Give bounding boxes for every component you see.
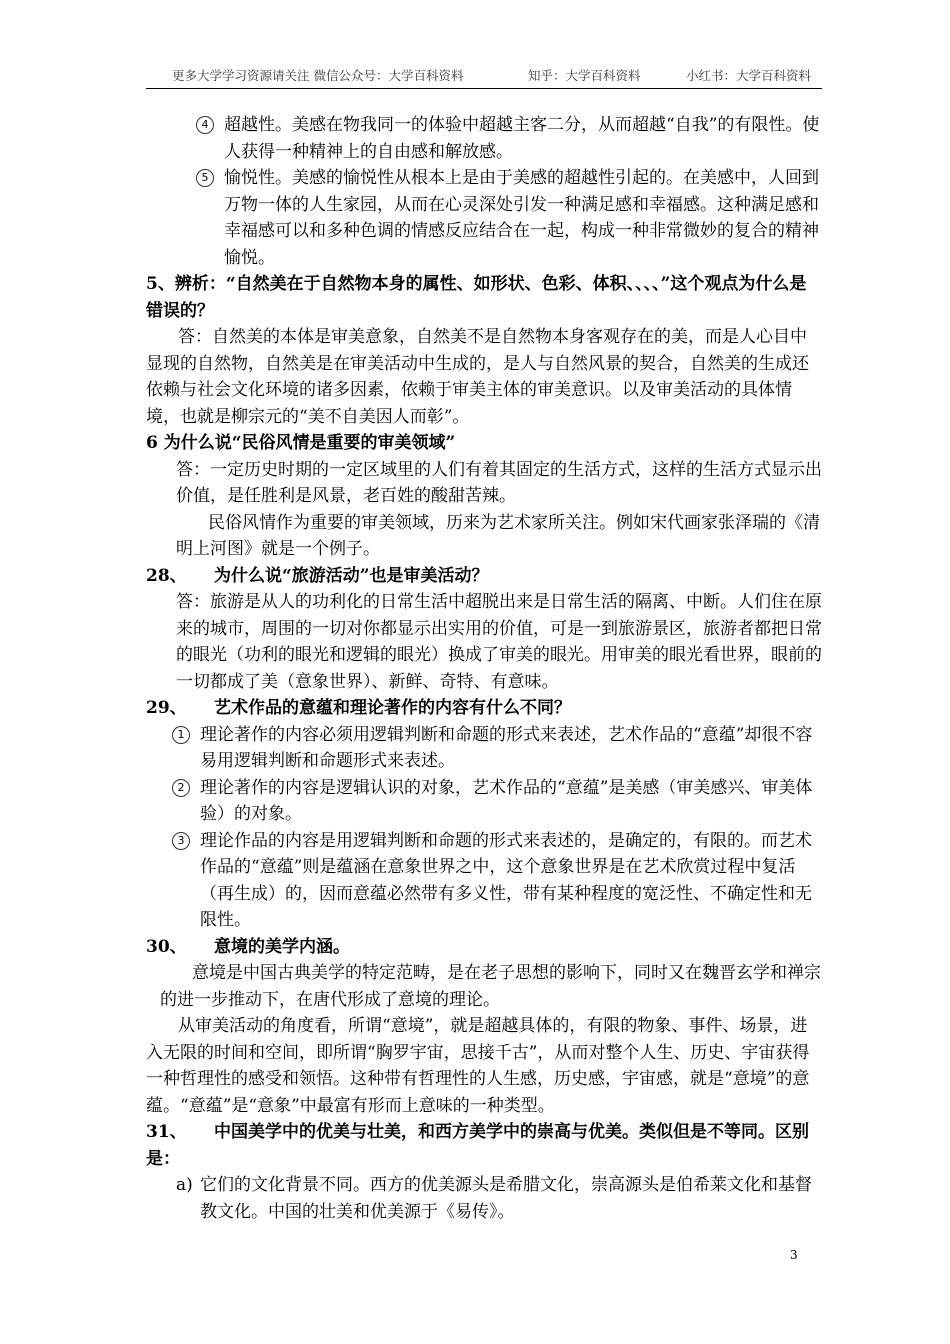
list-item-4 bbox=[146, 112, 822, 165]
list-item-1 bbox=[146, 722, 822, 775]
page-number: 3 bbox=[790, 1248, 798, 1262]
question-6-title: 6 为什么说“民俗风情是重要的审美领域” bbox=[146, 433, 456, 453]
question-6-paragraph: 民俗风情作为重要的审美领域，历来为艺术家所关注。例如宋代画家张泽瑞的《清明上河图》就是一个例子。 bbox=[176, 512, 820, 559]
page-content bbox=[146, 112, 822, 1225]
question-6-answer: 答：一定历史时期的一定区域里的人们有着其固定的生活方式，这样的生活方式显示出价值，是任胜利是风景，老百姓的酸甜苦辣。 bbox=[176, 459, 822, 506]
question-29-title bbox=[146, 695, 822, 722]
question-number: 30、 bbox=[146, 936, 187, 957]
question-30-title bbox=[146, 934, 822, 961]
question-30-paragraph-1: 意境是中国古典美学的特定范畴，是在老子思想的影响下，同时又在魏晋玄学和禅宗的进一步推动下，在唐代形成了意境的理论。 bbox=[160, 963, 821, 1010]
list-item-text: 理论著作的内容是逻辑认识的对象，艺术作品的“意蕴”是美感（审美感兴、审美体验）的对象。 bbox=[200, 777, 813, 824]
header-zhihu-text: 知乎：大学百科资料 bbox=[528, 68, 641, 83]
circled-number: 1 bbox=[172, 726, 190, 744]
question-28-answer: 答：旅游是从人的功利化的日常生活中超脱出来是日常生活的隔离、中断。人们住在原来的城市，周围的一切对你都显示出实用的价值，可是一到旅游景区，旅游者都把日常的眼光（功利的眼光和逻辑的眼光）换成了审美的眼光。用审美的眼光看世界，眼前的一切都成了美（意象世界）、新鲜、奇特、有意味。 bbox=[176, 592, 822, 692]
list-item-2 bbox=[146, 775, 822, 828]
header-wechat-text: 更多大学学习资源请关注 微信公众号：大学百科资料 bbox=[172, 68, 464, 83]
header-divider bbox=[146, 88, 822, 89]
list-item-text: 理论作品的内容是用逻辑判断和命题的形式来表述的，是确定的，有限的。而艺术作品的“意蕴”则是蕴涵在意象世界之中，这个意象世界是在艺术欣赏过程中复活（再生成）的，因而意蕴必然带有多义性，带有某种程度的宽泛性、不确定性和无限性。 bbox=[200, 830, 812, 930]
circled-number: 2 bbox=[172, 779, 190, 797]
list-item-3 bbox=[146, 828, 822, 934]
list-item-text: 理论著作的内容必须用逻辑判断和命题的形式来表述，艺术作品的“意蕴”却很不容易用逻辑判断和命题形式来表述。 bbox=[200, 724, 813, 771]
question-5-title: 5、辨析：“自然美在于自然物本身的属性、如形状、色彩、体积、、、、”这个观点为什么是错误的？ bbox=[146, 274, 807, 321]
list-item-text: 它们的文化背景不同。西方的优美源头是希腊文化，崇高源头是伯希莱文化和基督教文化。中国的壮美和优美源于《易传》。 bbox=[200, 1175, 812, 1222]
list-item-text: 愉悦性。美感的愉悦性从根本上是由于美感的超越性引起的。在美感中，人回到万物一体的人生家园，从而在心灵深处引发一种满足感和幸福感。这种满足感和幸福感可以和多种色调的情感反应结合在一起，构成一种非常微妙的复合的精神愉悦。 bbox=[224, 168, 819, 268]
page-header bbox=[146, 62, 822, 86]
question-text: 意境的美学内涵。 bbox=[214, 936, 350, 957]
question-text: 为什么说“旅游活动”也是审美活动？ bbox=[214, 565, 489, 586]
circled-number: 4 bbox=[196, 116, 214, 134]
question-31-title bbox=[146, 1119, 822, 1172]
header-xiaohongshu-text: 小红书：大学百科资料 bbox=[686, 68, 812, 83]
question-number: 29、 bbox=[146, 698, 187, 718]
question-30-paragraph-2: 从审美活动的角度看，所谓“意境”，就是超越具体的，有限的物象、事件、场景，进入无限的时间和空间，即所谓“胸罗宇宙，思接千古”，从而对整个人生、历史、宇宙获得一种哲理性的感受和领悟。这种带有哲理性的人生感，历史感，宇宙感，就是“意境”的意蕴。“意蕴”是“意象”中最富有形而上意味的一种类型。 bbox=[146, 1016, 810, 1116]
list-item-5 bbox=[146, 165, 822, 271]
question-text: 中国美学中的优美与壮美，和西方美学中的崇高与优美。类似但是不等同。区别是： bbox=[146, 1122, 809, 1169]
list-item-text: 超越性。美感在物我同一的体验中超越主客二分，从而超越“自我”的有限性。使人获得一种精神上的自由感和解放感。 bbox=[224, 115, 820, 162]
circled-number: 5 bbox=[196, 169, 214, 187]
question-5-answer: 答：自然美的本体是审美意象，自然美不是自然物本身客观存在的美，而是人心目中显现的自然物，自然美是在审美活动中生成的，是人与自然风景的契合，自然美的生成还依赖与社会文化环境的诸多因素，依赖于审美主体的审美意识。以及审美活动的具体情境，也就是柳宗元的“美不自美因人而彰”。 bbox=[146, 327, 809, 427]
list-letter: a) bbox=[176, 1175, 193, 1195]
list-item-a bbox=[146, 1172, 822, 1225]
question-28-title bbox=[146, 563, 822, 590]
question-number: 28、 bbox=[146, 565, 187, 586]
circled-number: 3 bbox=[172, 832, 190, 850]
question-text: 艺术作品的意蕴和理论著作的内容有什么不同？ bbox=[214, 698, 571, 718]
question-number: 31、 bbox=[146, 1122, 187, 1142]
